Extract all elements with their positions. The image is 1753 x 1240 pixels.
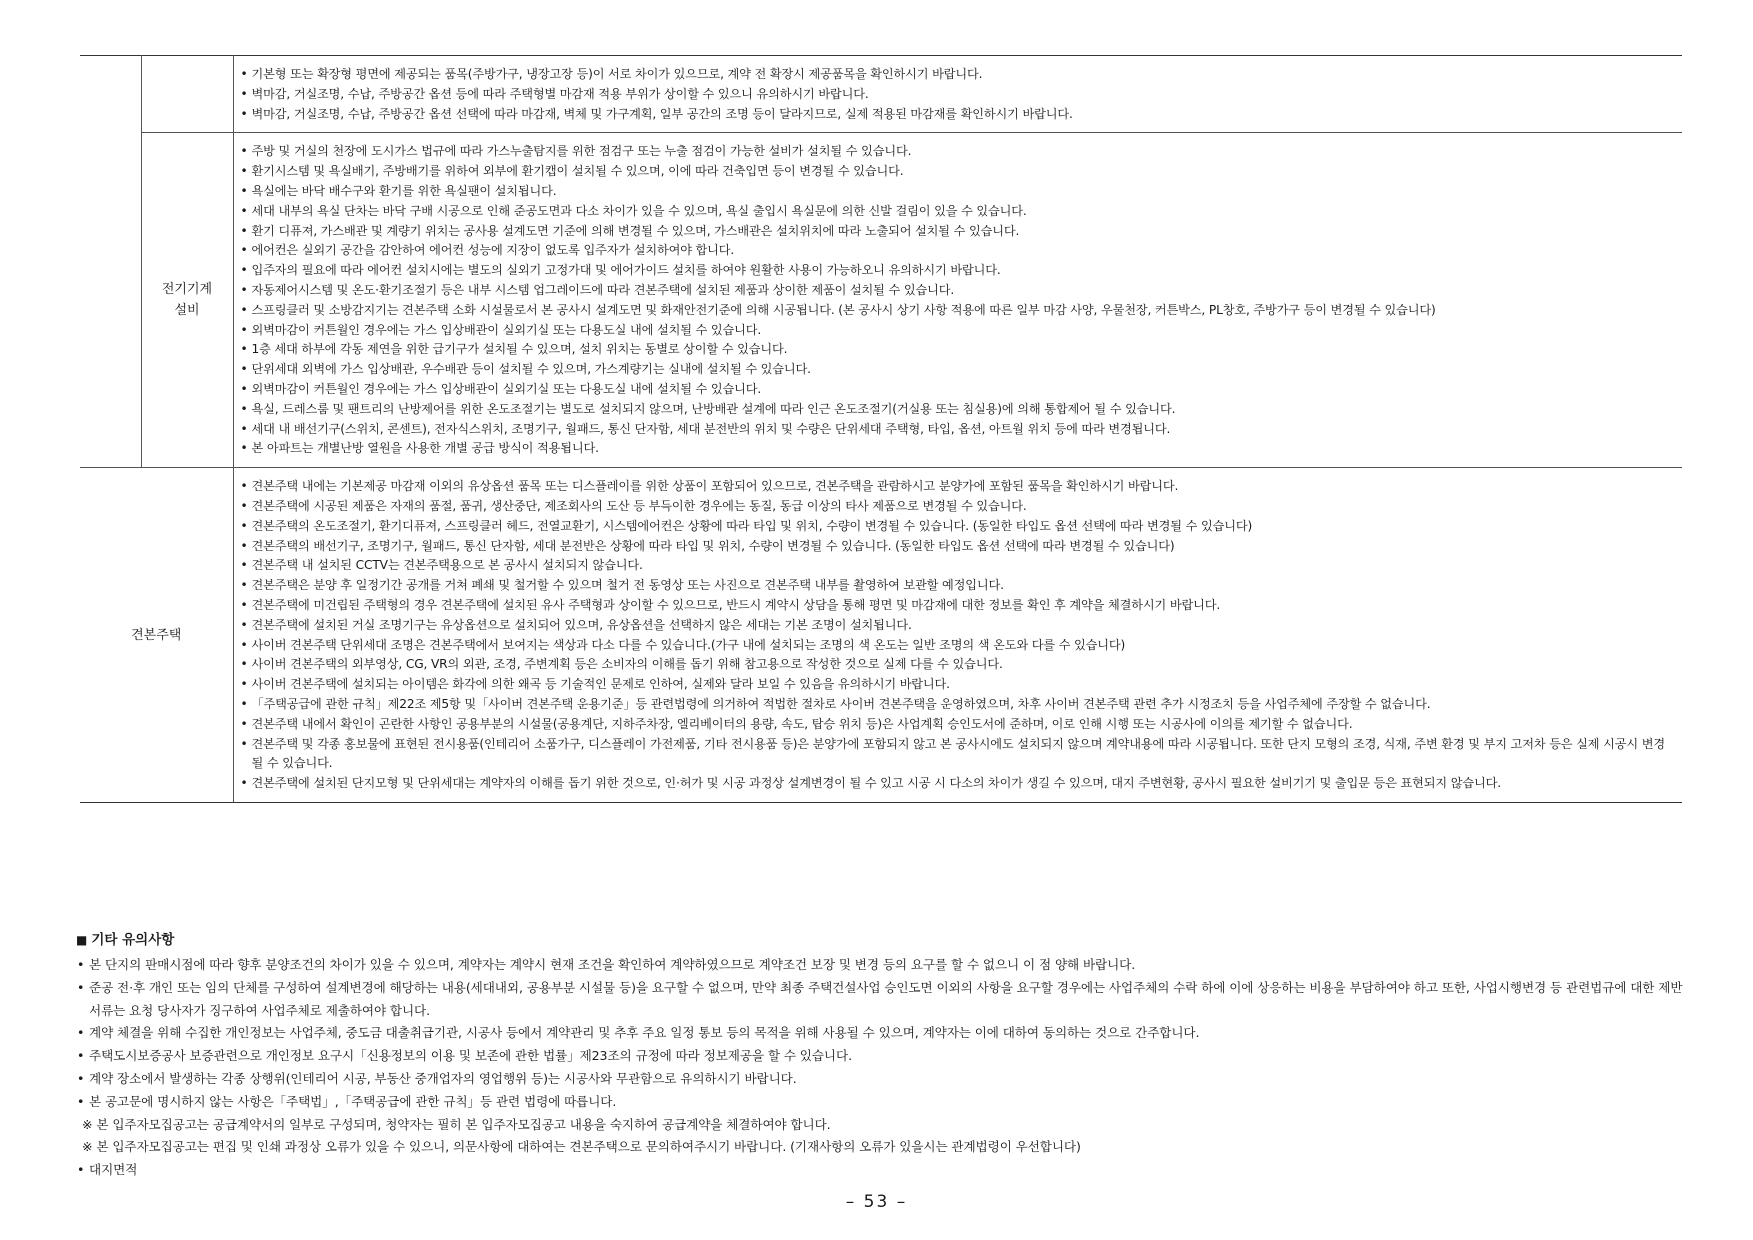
square-bullet-icon: ■	[76, 933, 88, 947]
list-item: • 외벽마감이 커튼월인 경우에는 가스 입상배관이 실외기실 또는 다용도실 내에 설치될 수 있습니다.	[241, 321, 1677, 341]
list-item: • 입주자의 필요에 따라 에어컨 설치시에는 별도의 실외기 고정가대 및 에어가이드 설치를 하여야 원활한 사용이 가능하오니 유의하시기 바랍니다.	[241, 261, 1677, 281]
list-item: • 사이버 견본주택의 외부영상, CG, VR의 외관, 조경, 주변계획 등은 소비자의 이해를 돕기 위해 참고용으로 작성한 것으로 실제 다를 수 있습니다.	[241, 655, 1677, 675]
list-item: • 견본주택 내에는 기본제공 마감재 이외의 유상옵션 품목 또는 디스플레이를 위한 상품이 포함되어 있으므로, 견본주택을 관람하시고 분양가에 포함된 품목을 확인하시기 바랍니다.	[241, 477, 1677, 497]
list-item: • 세대 내 배선기구(스위치, 콘센트), 전자식스위치, 조명기구, 월패드, 통신 단자함, 세대 분전반의 위치 및 수량은 단위세대 주택형, 타입, 옵션, 아트월 위치 등에 따라 변경됩니다.	[241, 420, 1677, 440]
list-item: • 견본주택에 미건립된 주택형의 경우 견본주택에 설치된 유사 주택형과 상이할 수 있으므로, 반드시 계약시 상담을 통해 평면 및 마감재에 대한 정보를 확인 후 계약을 체결하시기 바랍니다.	[241, 596, 1677, 616]
table-content-cell	[233, 56, 1682, 133]
list-item: • 단위세대 외벽에 가스 입상배관, 우수배관 등이 설치될 수 있으며, 가스계량기는 실내에 설치될 수 있습니다.	[241, 360, 1677, 380]
list-item: • 견본주택 내 설치된 CCTV는 견본주택용으로 본 공사시 설치되지 않습니다.	[241, 556, 1677, 576]
list-item: • 세대 내부의 욕실 단차는 바닥 구배 시공으로 인해 준공도면과 다소 차이가 있을 수 있으며, 욕실 출입시 욕실문에 의한 신발 걸림이 있을 수 있습니다.	[241, 202, 1677, 222]
list-item: • 계약 체결을 위해 수집한 개인정보는 사업주체, 중도금 대출취급기관, 시공사 등에서 계약관리 및 추후 주요 일정 통보 등의 목적을 위해 사용될 수 있으며, 계약자는 이에 대하여 동의하는 것으로 간주합니다.	[76, 1022, 1686, 1045]
list-item: • 견본주택에 설치된 거실 조명기구는 유상옵션으로 설치되어 있으며, 유상옵션을 선택하지 않은 세대는 기본 조명이 설치됩니다.	[241, 616, 1677, 636]
list-item: • 견본주택은 분양 후 일정기간 공개를 거쳐 폐쇄 및 철거할 수 있으며 철거 전 동영상 또는 사진으로 견본주택 내부를 촬영하여 보관할 예정입니다.	[241, 576, 1677, 596]
list-item: • 본 아파트는 개별난방 열원을 사용한 개별 공급 방식이 적용됩니다.	[241, 439, 1677, 459]
list-item: • 「주택공급에 관한 규칙」제22조 제5항 및「사이버 견본주택 운용기준」등 관련법령에 의거하여 적법한 절차로 사이버 견본주택을 운영하였으며, 차후 사이버 견본주택 관련 추가 시정조치 등을 사업주체에 주장할 수 없습니다.	[241, 695, 1677, 715]
note-item: ※ 본 입주자모집공고는 편집 및 인쇄 과정상 오류가 있을 수 있으니, 의문사항에 대하여는 견본주택으로 문의하여주시기 바랍니다. (기재사항의 오류가 있을시는 관계법령이 우선합니다)	[82, 1139, 1081, 1155]
list-item: • 욕실, 드레스룸 및 팬트리의 난방제어를 위한 온도조절기는 별도로 설치되지 않으며, 난방배관 설계에 따라 인근 온도조절기(거실용 또는 침실용)에 의해 통합제어 될 수 있습니다.	[241, 400, 1677, 420]
notice-table	[80, 55, 1682, 803]
list-item: • 자동제어시스템 및 온도·환기조절기 등은 내부 시스템 업그레이드에 따라 견본주택에 설치된 제품과 상이한 제품이 설치될 수 있습니다.	[241, 281, 1677, 301]
page-number: – 53 –	[845, 1192, 908, 1212]
list-item: • 견본주택의 배선기구, 조명기구, 월패드, 통신 단자함, 세대 분전반은 상황에 따라 타입 및 위치, 수량이 변경될 수 있습니다. (동일한 타입도 옵션 선택에 따라 변경될 수 있습니다)	[241, 537, 1677, 557]
other-notes-section	[76, 929, 1686, 1182]
list-item: • 대지면적	[76, 1159, 1686, 1182]
list-item: • 주택도시보증공사 보증관련으로 개인정보 요구시「신용정보의 이용 및 보존에 관한 법률」제23조의 규정에 따라 정보제공을 할 수 있습니다.	[76, 1045, 1686, 1068]
table-label-cell	[141, 56, 233, 133]
list-item: • 견본주택의 온도조절기, 환기디퓨져, 스프링클러 헤드, 전열교환기, 시스템에어컨은 상황에 따라 타입 및 위치, 수량이 변경될 수 있습니다. (동일한 타입도 옵션 선택에 따라 변경될 수 있습니다)	[241, 517, 1677, 537]
list-item: • 에어컨은 실외기 공간을 감안하여 에어컨 성능에 지장이 없도록 입주자가 설치하여야 합니다.	[241, 241, 1677, 261]
list-item: • 견본주택에 설치된 단지모형 및 단위세대는 계약자의 이해를 돕기 위한 것으로, 인·허가 및 시공 과정상 설계변경이 될 수 있고 시공 시 다소의 차이가 생길 수 있으며, 대지 주변현황, 공사시 필요한 설비기기 및 출입문 등은 표현되지 않습니다.	[241, 774, 1677, 794]
section-title	[76, 929, 1686, 951]
list-item: • 기본형 또는 확장형 평면에 제공되는 품목(주방가구, 냉장고장 등)이 서로 차이가 있으므로, 계약 전 확장시 제공품목을 확인하시기 바랍니다.	[241, 65, 1677, 85]
list-item: • 주방 및 거실의 천장에 도시가스 법규에 따라 가스누출탐지를 위한 점검구 또는 누출 점검이 가능한 설비가 설치될 수 있습니다.	[241, 142, 1677, 162]
table-label-cell	[141, 133, 233, 468]
list-item: • 사이버 견본주택에 설치되는 아이템은 화각에 의한 왜곡 등 기술적인 문제로 인하여, 실제와 달라 보일 수 있음을 유의하시기 바랍니다.	[241, 675, 1677, 695]
row-label-equipment: 전기기계 설비	[161, 282, 213, 319]
list-item: • 1층 세대 하부에 각동 제연을 위한 급기구가 설치될 수 있으며, 설치 위치는 동별로 상이할 수 있습니다.	[241, 340, 1677, 360]
bullet-list	[241, 65, 1677, 124]
list-item: • 환기시스템 및 욕실배기, 주방배기를 위하여 외부에 환기캡이 설치될 수 있으며, 이에 따라 건축입면 등이 변경될 수 있습니다.	[241, 162, 1677, 182]
list-item: • 계약 장소에서 발생하는 각종 상행위(인테리어 시공, 부동산 중개업자의 영업행위 등)는 시공사와 무관함으로 유의하시기 바랍니다.	[76, 1068, 1686, 1091]
list-item: • 외벽마감이 커튼월인 경우에는 가스 입상배관이 실외기실 또는 다용도실 내에 설치될 수 있습니다.	[241, 380, 1677, 400]
notes-list	[76, 954, 1686, 1182]
list-item: • 욕실에는 바닥 배수구와 환기를 위한 욕실팬이 설치됩니다.	[241, 182, 1677, 202]
table-group-cell	[80, 56, 141, 468]
bullet-list	[241, 142, 1677, 459]
table-content-cell	[233, 468, 1682, 803]
table-row	[80, 468, 1682, 803]
row-label-model-house: 견본주택	[80, 468, 233, 803]
section-title-text: 기타 유의사항	[91, 932, 175, 948]
table-content-cell	[233, 133, 1682, 468]
list-item: • 스프링클러 및 소방감지기는 견본주택 소화 시설물로서 본 공사시 설계도면 및 화재안전기준에 의해 시공됩니다. (본 공사시 상기 사항 적용에 따른 일부 마감 사양, 우물천장, 커튼박스, PL창호, 주방가구 등이 변경될 수 있습니다)	[241, 301, 1677, 321]
list-item: • 본 공고문에 명시하지 않는 사항은「주택법」,「주택공급에 관한 규칙」등 관련 법령에 따릅니다.	[76, 1091, 1686, 1114]
list-item: • 본 단지의 판매시점에 따라 향후 분양조건의 차이가 있을 수 있으며, 계약자는 계약시 현재 조건을 확인하여 계약하였으므로 계약조건 보장 및 변경 등의 요구를 할 수 없으니 이 점 양해 바랍니다.	[76, 954, 1686, 977]
list-item: • 준공 전·후 개인 또는 임의 단체를 구성하여 설계변경에 해당하는 내용(세대내외, 공용부분 시설물 등)을 요구할 수 없으며, 만약 최종 주택건설사업 승인도면 이외의 사항을 요구할 경우에는 사업주체의 수락 하에 이에 상응하는 비용을 부담하여야 하고 또한, 사업시행변경 등 관련법규에 대한 제반서류는 요청 당사자가 징구하여 사업주체로 제출하여야 합니다.	[76, 977, 1686, 1023]
bullet-list	[241, 477, 1677, 794]
list-item: • 견본주택 및 각종 홍보물에 표현된 전시용품(인테리어 소품가구, 디스플레이 가전제품, 기타 전시용품 등)은 분양가에 포함되지 않고 본 공사시에도 설치되지 않으며 계약내용에 따라 시공됩니다. 또한 단지 모형의 조경, 식재, 주변 환경 및 부지 고저차 등은 실제 시공시 변경될 수 있습니다.	[241, 735, 1677, 775]
list-item: • 환기 디퓨져, 가스배관 및 계량기 위치는 공사용 설계도면 기준에 의해 변경될 수 있으며, 가스배관은 설치위치에 따라 노출되어 설치될 수 있습니다.	[241, 222, 1677, 242]
list-item: • 견본주택에 시공된 제품은 자재의 품절, 품귀, 생산중단, 제조회사의 도산 등 부득이한 경우에는 동질, 동급 이상의 타사 제품으로 변경될 수 있습니다.	[241, 497, 1677, 517]
list-item: • 사이버 견본주택 단위세대 조명은 견본주택에서 보여지는 색상과 다소 다를 수 있습니다.(가구 내에 설치되는 조명의 색 온도는 일반 조명의 색 온도와 다를 수 있습니다)	[241, 636, 1677, 656]
list-item: • 견본주택 내에서 확인이 곤란한 사항인 공용부분의 시설물(공용계단, 지하주차장, 엘리베이터의 용량, 속도, 탑승 위치 등)은 사업계획 승인도서에 준하며, 이로 인해 시행 또는 시공사에 이의를 제기할 수 없습니다.	[241, 715, 1677, 735]
table-row	[80, 133, 1682, 468]
note-item: ※ 본 입주자모집공고는 공급계약서의 일부로 구성되며, 청약자는 필히 본 입주자모집공고 내용을 숙지하여 공급계약을 체결하여야 합니다.	[82, 1116, 831, 1132]
table-row	[80, 56, 1682, 133]
list-item: • 벽마감, 거실조명, 수납, 주방공간 옵션 등에 따라 주택형별 마감재 적용 부위가 상이할 수 있으니 유의하시기 바랍니다.	[241, 85, 1677, 105]
list-item: • 벽마감, 거실조명, 수납, 주방공간 옵션 선택에 따라 마감재, 벽체 및 가구계획, 일부 공간의 조명 등이 달라지므로, 실제 적용된 마감재를 확인하시기 바랍니다.	[241, 105, 1677, 125]
